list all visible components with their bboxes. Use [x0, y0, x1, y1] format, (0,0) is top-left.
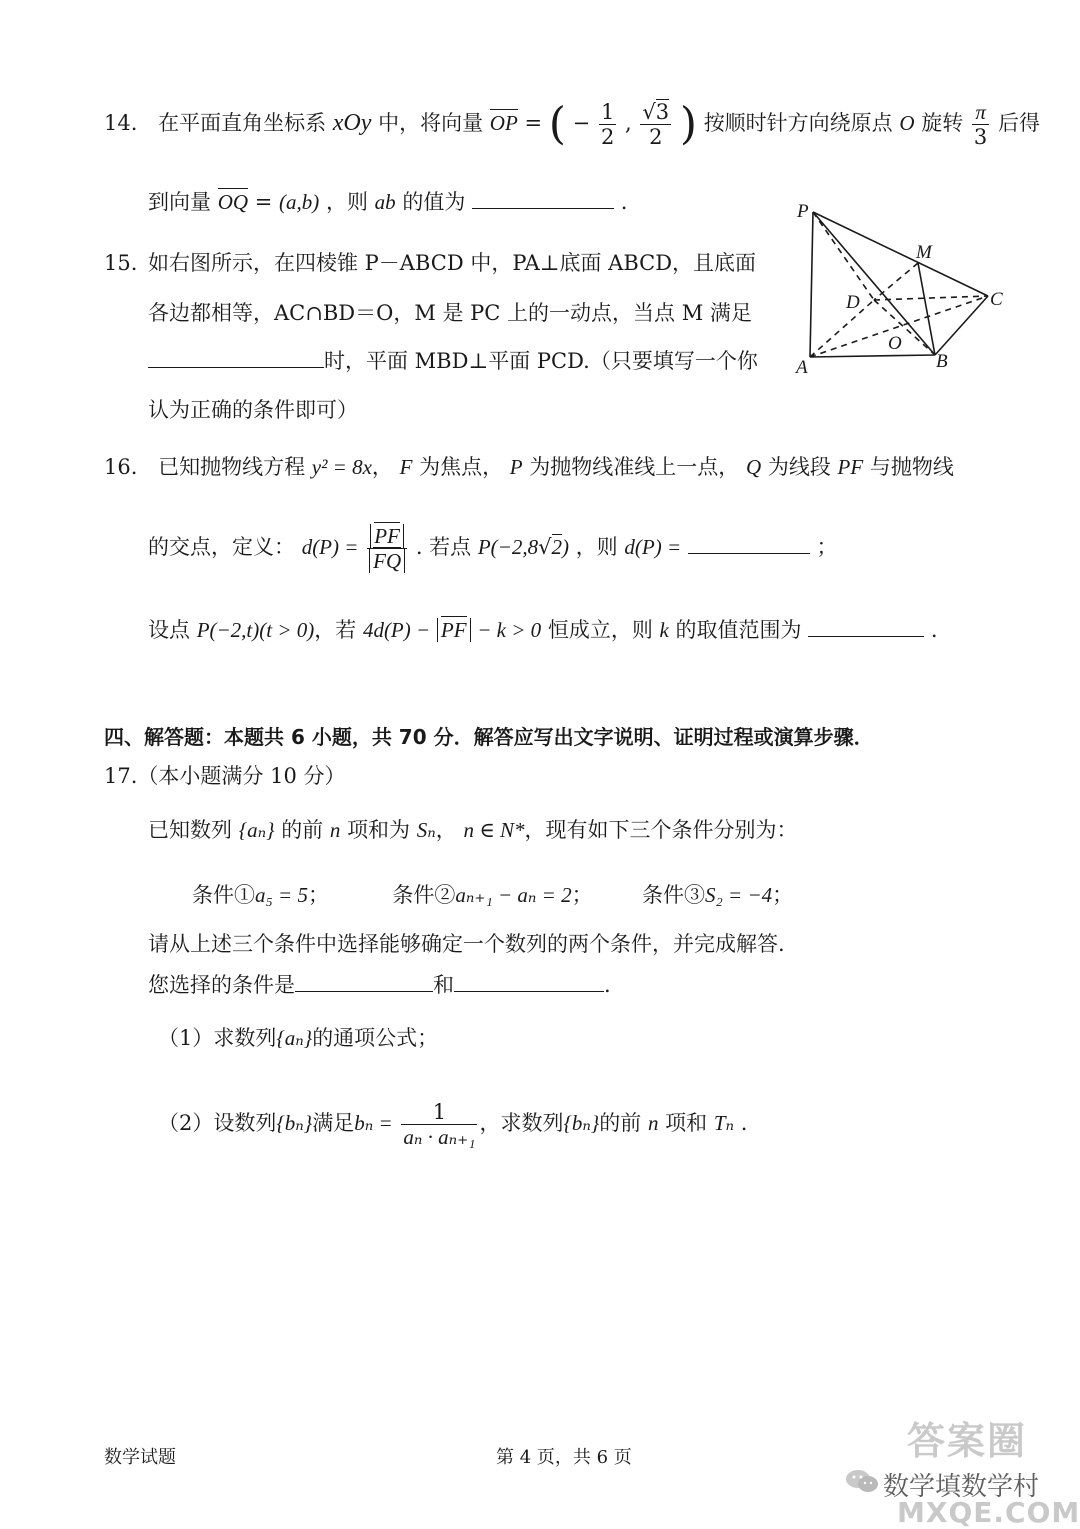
q16-text-k: ，若 [314, 618, 357, 642]
q17-choice-blank-1[interactable] [295, 971, 433, 992]
q17-conditions [192, 880, 793, 910]
q16-parabola-eq: y² = 8x [311, 455, 372, 479]
cond1-label: 条件① [192, 883, 255, 907]
q16-point: P(−2,8 [477, 535, 539, 559]
watermark-bottom-text: MXQE.COM [897, 1496, 1080, 1529]
q16-text-a: 已知抛物线方程 [158, 455, 306, 479]
q16-Q: Q [745, 455, 762, 479]
q16-period: . [930, 618, 938, 642]
part1-seq: {aₙ} [276, 1026, 313, 1050]
sep-2: ； [571, 883, 593, 907]
q16-text-f: 与抛物线 [869, 455, 954, 479]
q16-text-e: 为线段 [767, 455, 831, 479]
q16-point-end: ) [562, 535, 569, 559]
right-paren: ) [679, 98, 697, 150]
comma: , [625, 111, 632, 136]
q16-line3 [148, 614, 938, 646]
footer-subject: 数学试题 [104, 1447, 176, 1468]
label-P: P [797, 201, 809, 222]
q14-vector-oq: OQ [217, 190, 249, 214]
q17-stem [148, 814, 798, 846]
q14-line2 [148, 186, 627, 218]
q16-comma: ， [371, 455, 393, 479]
q16-dP: d(P) = [301, 535, 359, 559]
q16-F: F [399, 455, 413, 479]
q14-equals-2: = [254, 190, 273, 214]
edge-AD [810, 300, 874, 357]
part2-bn-eq: bₙ = [354, 1111, 393, 1135]
q16-answer-blank-1[interactable] [688, 533, 810, 554]
q14-coord-system: xOy [332, 110, 372, 137]
cond3-label: 条件③ [641, 883, 705, 907]
q15-line2: 各边都相等，AC∩BD＝O，M 是 PC 上的一动点，当点 M 满足 [148, 301, 752, 325]
q14-text-a: 在平面直角坐标系 [158, 111, 327, 136]
q14-text-c: 按顺时针方向绕原点 [703, 111, 893, 136]
q16-text-g: 的交点，定义： [148, 535, 295, 559]
part2-text-b: 满足 [312, 1111, 355, 1135]
q16-answer-blank-2[interactable] [808, 616, 924, 637]
q14-answer-blank[interactable] [472, 188, 614, 209]
q17-part2 [158, 1092, 747, 1154]
q16-sqrt2: 2 [551, 535, 562, 559]
q17-instruction: 请从上述三个条件中选择能够确定一个数列的两个条件，并完成解答. [148, 932, 785, 956]
part2-text-c: ，求数列 [479, 1111, 564, 1135]
q17-and: 和 [433, 973, 454, 997]
sep-3: ； [772, 883, 794, 907]
part1-text-b: 的通项公式； [312, 1026, 439, 1050]
q14-fraction-sqrt3: $\frac{√3}{2}$ [642, 100, 670, 150]
sep-1: ； [307, 883, 329, 907]
q17-part1 [158, 1022, 438, 1054]
q16-dP2: d(P) = [624, 535, 682, 559]
q14-text-f: 到向量 [148, 190, 211, 214]
watermark-top-text: 答案圈 [907, 1419, 1028, 1463]
q17-seq-a: {aₙ} [238, 818, 275, 842]
q14-number: 14. [104, 111, 138, 136]
left-paren: ( [548, 98, 566, 150]
q17-score: （本小题满分 10 分） [137, 764, 346, 788]
label-O: O [888, 333, 902, 354]
q14-fraction-pi3: $\frac{\pi}{3}$ [973, 100, 988, 150]
edge-PA [810, 212, 813, 357]
q14-origin: O [899, 111, 915, 136]
part2-n: n [647, 1111, 659, 1135]
cond1-formula: a₅ = 5 [255, 883, 308, 907]
q14-line1 [104, 100, 1040, 164]
q15-line4: 认为正确的条件即可） [148, 398, 358, 422]
part1-text-a: （1）求数列 [158, 1026, 277, 1050]
part2-text-e: 项和 [665, 1111, 708, 1135]
q16-line2: 的交点，定义： d(P) = $\frac{PF}{FQ}$ . 若点 P(−2,8√2) ，则 d(P) = ； [148, 523, 838, 573]
part2-seq-b: {bₙ} [276, 1111, 313, 1135]
q15-answer-blank[interactable] [148, 347, 324, 368]
label-D: D [846, 292, 860, 313]
edge-DC [874, 296, 988, 300]
q16-number: 16. [104, 455, 138, 479]
q16-semicolon: ； [816, 535, 838, 559]
edge-BC [935, 296, 988, 355]
q17-comma: ， [435, 818, 457, 842]
pyramid-figure [790, 195, 1015, 380]
minus-sign: − [572, 111, 591, 136]
q17-choice-blank-2[interactable] [454, 971, 604, 992]
label-M: M [916, 242, 932, 263]
q16-ineq-a: 4d(P) − [362, 618, 431, 642]
q14-text-e: 后得 [997, 111, 1040, 136]
q17-header [104, 761, 345, 791]
q15-number: 15. [104, 251, 138, 275]
part2-period: . [740, 1111, 748, 1135]
label-B: B [936, 351, 948, 372]
q16-text-j: 设点 [148, 618, 190, 642]
q16-text-i: ，则 [575, 535, 618, 559]
q17-choose-text: 您选择的条件是 [148, 973, 295, 997]
q15-line1: 如右图所示，在四棱锥 P－ABCD 中，PA⊥底面 ABCD，且底面 [148, 251, 757, 275]
q16-P: P [509, 455, 523, 479]
cond2-label: 条件② [392, 883, 456, 907]
q14-ab: ab [374, 190, 396, 214]
q15-line3 [148, 346, 758, 376]
q17-choice-line [148, 970, 611, 1000]
q17-Sn: Sₙ [416, 818, 436, 842]
edge-AB [810, 355, 935, 357]
q14-fraction-half: $\frac{1}{2}$ [600, 100, 615, 150]
q16-fraction-def: $\frac{PF}{FQ}$ [367, 524, 407, 573]
q17-text-e: ，现有如下三个条件分别为： [524, 818, 798, 842]
cond2-formula: aₙ₊₁ − aₙ = 2 [455, 883, 572, 907]
footer-page-number: 第 4 页，共 6 页 [496, 1447, 632, 1468]
q14-equals: = [524, 111, 543, 136]
edge-PD [813, 212, 874, 300]
section-heading: 四、解答题：本题共 6 小题，共 70 分．解答应写出文字说明、证明过程或演算步骤． [104, 725, 874, 749]
part2-text-a: （2）设数列 [158, 1111, 277, 1135]
wechat-icon [845, 1468, 879, 1494]
edge-PB [813, 212, 935, 355]
part2-fraction: $\frac{1}{\text{aₙ · aₙ₊₁}}$ [403, 1099, 476, 1149]
q16-k: k [659, 618, 669, 642]
q14-ab-pair: (a,b) [279, 190, 320, 214]
q14-text-h: 的值为 [402, 190, 466, 214]
q17-number: 17. [104, 764, 138, 788]
q14-vector-op: OP [489, 111, 518, 136]
q17-n-in-N: n ∈ N* [463, 818, 525, 842]
watermark [845, 1410, 1080, 1529]
q14-text-g: ，则 [325, 190, 368, 214]
label-C: C [990, 289, 1003, 310]
part2-seq-b2: {bₙ} [563, 1111, 600, 1135]
q17-choose-period: . [604, 973, 611, 997]
q16-ineq-b: − k > 0 [477, 618, 542, 642]
part2-text-d: 的前 [599, 1111, 642, 1135]
q17-text-b: 的前 [281, 818, 324, 842]
q16-line1 [104, 452, 954, 482]
part2-Tn: Tₙ [713, 1111, 735, 1135]
watermark-mid-text: 数学填数学村 [883, 1472, 1040, 1502]
cond3-formula: S₂ = −4 [704, 883, 773, 907]
q17-text-a: 已知数列 [148, 818, 232, 842]
q16-text-m: 的取值范围为 [675, 618, 802, 642]
edge-MB [918, 263, 935, 355]
q14-text-b: 中，将向量 [378, 111, 484, 136]
q15-line3-text: 时，平面 MBD⊥平面 PCD.（只要填写一个你 [324, 349, 758, 373]
q16-PF: PF [837, 455, 864, 479]
edge-PC [813, 212, 988, 296]
q16-point2: P(−2,t)(t > 0) [196, 618, 315, 642]
q17-n: n [329, 818, 341, 842]
q14-text-d: 旋转 [921, 111, 964, 136]
q16-abs-pf: PF [437, 618, 471, 642]
q16-text-h: . 若点 [415, 535, 472, 559]
q16-text-d: 为抛物线准线上一点， [529, 455, 740, 479]
line-MD [874, 263, 918, 300]
q17-text-c: 项和为 [347, 818, 411, 842]
label-A: A [796, 357, 808, 378]
q14-period: . [620, 190, 628, 214]
q16-text-c: 为焦点， [419, 455, 504, 479]
q16-text-l: 恒成立，则 [547, 618, 653, 642]
